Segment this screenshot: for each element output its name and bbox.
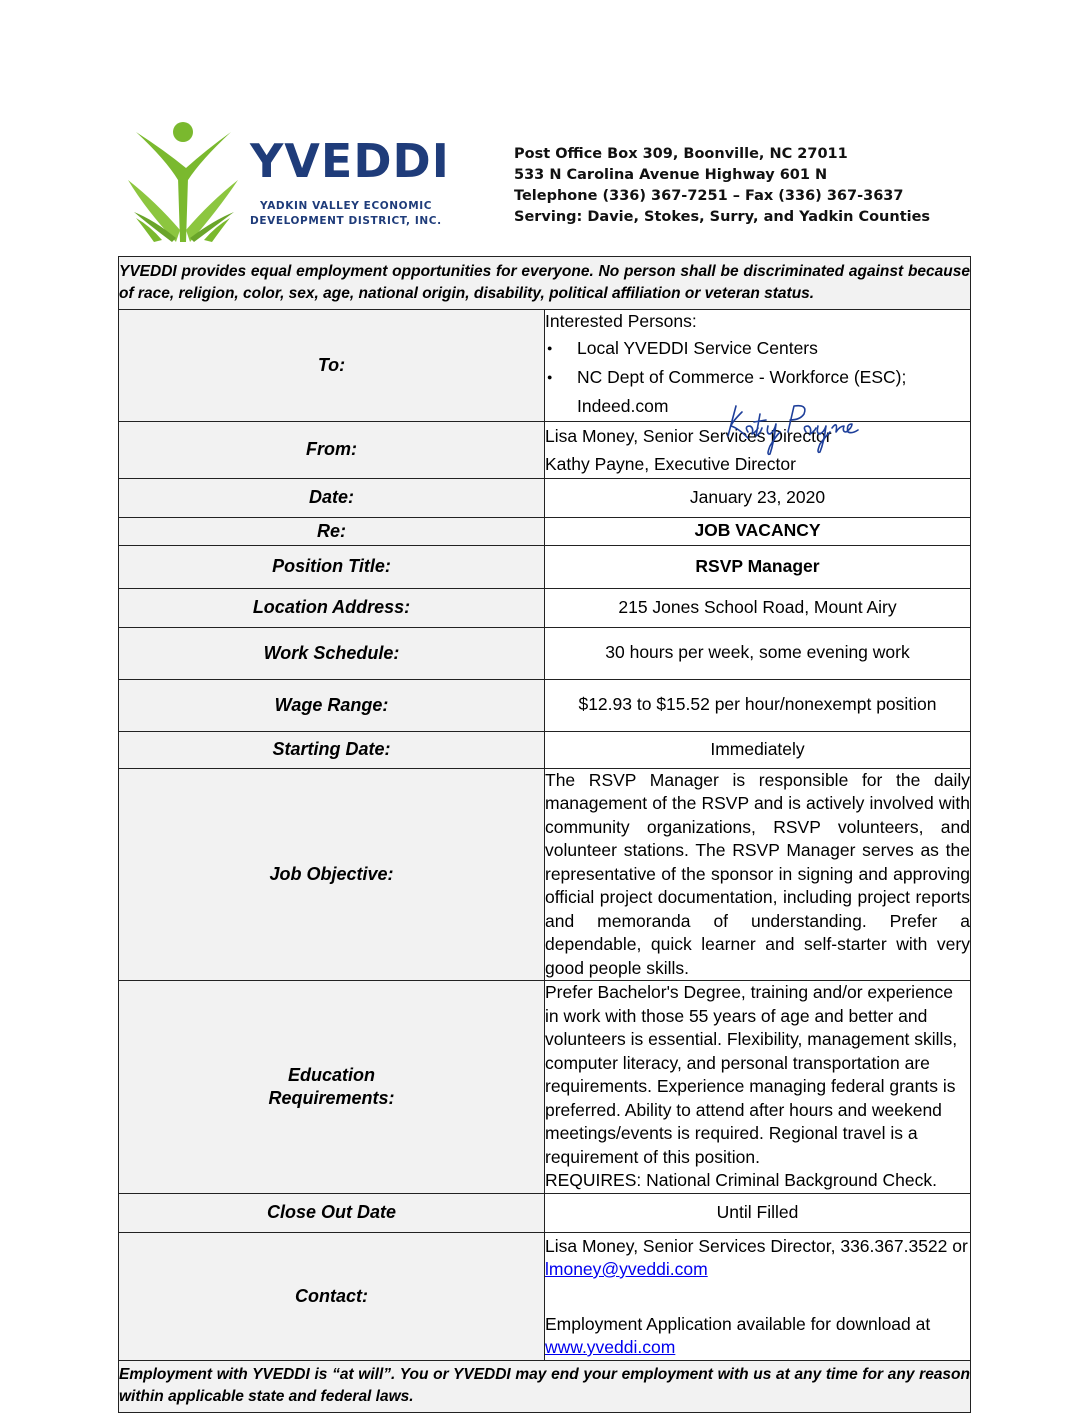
date-label: Date: [119,478,545,517]
re-label: Re: [119,517,545,545]
at-will-row [119,1360,971,1412]
date-value: January 23, 2020 [545,478,971,517]
contact-line [545,1313,970,1360]
location-label: Location Address: [119,588,545,627]
objective-row [119,768,971,981]
signature-image [720,398,860,458]
to-list-item: ● NC Dept of Commerce - Workforce (ESC); Indeed.com [577,363,970,421]
eeo-note: YVEDDI provides equal employment opportunities for everyone. No person shall be discriminated against because of race, religion, color, sex, age, national origin, disability, political affiliation or veteran status. [119,257,971,310]
contact-spacer [545,1282,970,1313]
contact-label: Contact: [119,1232,545,1360]
contact-value [545,1232,971,1360]
date-row [119,478,971,517]
address-line: Serving: Davie, Stokes, Surry, and Yadkin Counties [514,209,931,225]
start-label: Starting Date: [119,731,545,768]
address-line: Telephone (336) 367-7251 – Fax (336) 367-3637 [514,188,904,204]
schedule-row [119,627,971,679]
close-label: Close Out Date [119,1193,545,1232]
position-value: RSVP Manager [545,545,971,588]
position-row [119,545,971,588]
contact-row [119,1232,971,1360]
schedule-label: Work Schedule: [119,627,545,679]
contact-line1-text: Lisa Money, Senior Services Director, 336.367.3522 or [545,1235,968,1256]
education-row [119,981,971,1194]
to-intro: Interested Persons: [545,311,697,331]
contact-line [545,1235,970,1282]
education-value [545,981,971,1194]
logo-name: YVEDDI [250,134,450,188]
objective-value: The RSVP Manager is responsible for the daily management of the RSVP and is actively involved with community organizations, RSVP volunteers, and volunteer stations. The RSVP Manager serves as the representative of the sponsor in signing and approving official project documentation, including project reports and memoranda of understanding. Prefer a dependable, quick learner and self-starter with very good people skills. [545,768,971,981]
wage-label: Wage Range: [119,679,545,731]
education-label-line: Requirements: [268,1087,395,1108]
close-value: Until Filled [545,1193,971,1232]
to-label: To: [119,310,545,422]
website-link[interactable]: www.yveddi.com [545,1337,676,1357]
at-will-note: Employment with YVEDDI is “at will”. You or YVEDDI may end your employment with us at any time for any reason within applicable state and federal laws. [119,1360,971,1412]
logo-figure-icon [126,120,251,245]
schedule-value: 30 hours per week, some evening work [545,627,971,679]
close-row [119,1193,971,1232]
from-label: From: [119,421,545,478]
education-label-line: Education [287,1064,375,1085]
address-block [514,144,930,228]
re-value: JOB VACANCY [545,517,971,545]
address-line: 533 N Carolina Avenue Highway 601 N [514,167,828,183]
wage-row [119,679,971,731]
start-value: Immediately [545,731,971,768]
education-label [119,981,545,1194]
yveddi-logo [126,120,456,245]
logo-subtitle-line2: DEVELOPMENT DISTRICT, INC. [250,215,442,227]
from-line: Lisa Money, Senior Services Director [545,425,832,446]
from-line: Kathy Payne, Executive Director [545,453,796,474]
signature-icon [720,398,860,458]
contact-line2-text: Employment Application available for download at [545,1313,931,1334]
logo-subtitle-line1: YADKIN VALLEY ECONOMIC [260,200,433,212]
address-line: Post Office Box 309, Boonville, NC 27011 [514,146,848,162]
to-list-item: ● Local YVEDDI Service Centers [577,334,970,363]
re-row [119,517,971,545]
education-requires: REQUIRES: National Criminal Background Check. [545,1170,937,1190]
location-value: 215 Jones School Road, Mount Airy [545,588,971,627]
location-row [119,588,971,627]
wage-value: $12.93 to $15.52 per hour/nonexempt position [545,679,971,731]
objective-label: Job Objective: [119,768,545,981]
position-label: Position Title: [119,545,545,588]
education-text: Prefer Bachelor's Degree, training and/or experience in work with those 55 years of age and better and volunteers is essential. Flexibility, management skills, computer literacy, and personal transportation are requirements. Experience managing federal grants is preferred. Ability to attend after hours and weekend meetings/events is required. Regional travel is a requirement of this position. [545,982,958,1167]
start-row [119,731,971,768]
email-link[interactable]: lmoney@yveddi.com [545,1259,708,1279]
eeo-row [119,257,971,310]
